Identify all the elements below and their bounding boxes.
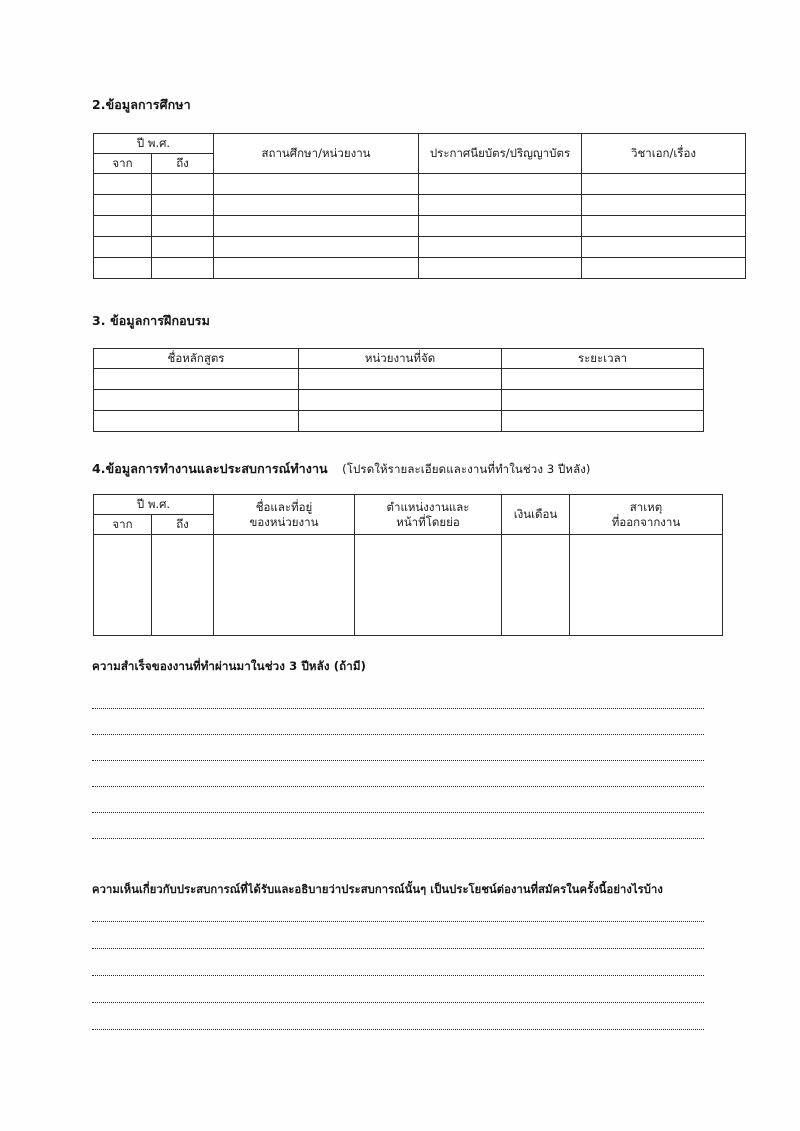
education-cell-major[interactable] [582, 216, 746, 237]
work-col-reason-leaving-line2: ที่ออกจากงาน [611, 514, 681, 529]
training-col-course-name: ชื่อหลักสูตร [94, 349, 299, 369]
achievements-write-line[interactable] [92, 708, 704, 709]
section-heading-work [92, 461, 591, 477]
education-cell-year-from[interactable] [94, 174, 152, 195]
section-heading-experience-opinion: ความเห็นเกี่ยวกับประสบการณ์ที่ได้รับและอธิบายว่าประสบการณ์นั้นๆ เป็นประโยชน์ต่องานที่สมัครในครั้งนี้อย่างไรบ้าง [92, 883, 663, 896]
experience-opinion-write-line[interactable] [92, 948, 704, 949]
education-col-institution: สถานศึกษา/หน่วยงาน [214, 134, 419, 174]
experience-opinion-write-line[interactable] [92, 1029, 704, 1030]
work-cell-year-to[interactable] [152, 535, 214, 636]
education-table-body [94, 174, 746, 279]
table-row[interactable] [94, 258, 746, 279]
education-cell-institution[interactable] [214, 195, 419, 216]
experience-opinion-write-line[interactable] [92, 1002, 704, 1003]
work-table-body [94, 535, 723, 636]
training-cell-course-name[interactable] [94, 411, 299, 432]
education-col-year-to: ถึง [152, 154, 214, 174]
education-col-group-year: ปี พ.ศ. [94, 134, 214, 154]
work-experience-table [93, 494, 723, 636]
training-col-organizer: หน่วยงานที่จัด [299, 349, 502, 369]
work-col-reason-leaving [570, 495, 723, 535]
section-heading-training: 3. ข้อมูลการฝึกอบรม [92, 313, 210, 328]
work-table-head [94, 495, 723, 535]
education-header-row-1 [94, 134, 746, 154]
training-table-body [94, 369, 704, 432]
education-cell-major[interactable] [582, 195, 746, 216]
education-cell-certificate[interactable] [419, 216, 582, 237]
section-heading-work-main: 4.ข้อมูลการทำงานและประสบการณ์ทำงาน [92, 461, 328, 476]
achievements-write-line[interactable] [92, 786, 704, 787]
table-row[interactable] [94, 390, 704, 411]
work-col-org-name-address-line1: ชื่อและที่อยู่ [255, 500, 313, 515]
education-table [93, 133, 746, 279]
section-heading-work-note: (โปรดให้รายละเอียดและงานที่ทำในช่วง 3 ปีหลัง) [342, 462, 591, 476]
education-cell-institution[interactable] [214, 237, 419, 258]
achievements-write-line[interactable] [92, 812, 704, 813]
education-cell-major[interactable] [582, 258, 746, 279]
work-col-group-year: ปี พ.ศ. [94, 495, 214, 515]
work-col-org-name-address-line2: ของหน่วยงาน [249, 514, 319, 529]
work-col-position-duties-line1: ตำแหน่งงานและ [386, 500, 470, 515]
table-row[interactable] [94, 237, 746, 258]
training-cell-organizer[interactable] [299, 411, 502, 432]
education-cell-institution[interactable] [214, 258, 419, 279]
table-row[interactable] [94, 195, 746, 216]
work-col-year-to: ถึง [152, 515, 214, 535]
training-table [93, 348, 704, 432]
education-cell-year-to[interactable] [152, 258, 214, 279]
education-cell-certificate[interactable] [419, 174, 582, 195]
education-cell-certificate[interactable] [419, 195, 582, 216]
work-col-salary: เงินเดือน [502, 495, 570, 535]
training-cell-course-name[interactable] [94, 390, 299, 411]
training-cell-course-name[interactable] [94, 369, 299, 390]
education-col-year-from: จาก [94, 154, 152, 174]
training-cell-organizer[interactable] [299, 369, 502, 390]
education-cell-year-to[interactable] [152, 195, 214, 216]
experience-opinion-write-line[interactable] [92, 975, 704, 976]
work-cell-position-duties[interactable] [355, 535, 502, 636]
education-cell-year-from[interactable] [94, 258, 152, 279]
education-cell-year-to[interactable] [152, 216, 214, 237]
education-cell-year-to[interactable] [152, 237, 214, 258]
education-table-head [94, 134, 746, 174]
education-cell-institution[interactable] [214, 174, 419, 195]
education-cell-certificate[interactable] [419, 237, 582, 258]
table-row[interactable] [94, 216, 746, 237]
education-cell-institution[interactable] [214, 216, 419, 237]
work-cell-reason-leaving[interactable] [570, 535, 723, 636]
education-cell-year-from[interactable] [94, 195, 152, 216]
work-header-row-1 [94, 495, 723, 515]
training-col-duration: ระยะเวลา [502, 349, 704, 369]
training-cell-duration[interactable] [502, 411, 704, 432]
education-col-certificate: ประกาศนียบัตร/ปริญญาบัตร [419, 134, 582, 174]
work-col-position-duties-line2: หน้าที่โดยย่อ [396, 514, 460, 529]
work-col-reason-leaving-line1: สาเหตุ [629, 500, 663, 515]
education-cell-major[interactable] [582, 237, 746, 258]
achievements-write-line[interactable] [92, 734, 704, 735]
education-cell-major[interactable] [582, 174, 746, 195]
training-cell-organizer[interactable] [299, 390, 502, 411]
work-cell-salary[interactable] [502, 535, 570, 636]
education-cell-certificate[interactable] [419, 258, 582, 279]
table-row[interactable] [94, 411, 704, 432]
education-cell-year-to[interactable] [152, 174, 214, 195]
section-heading-achievements: ความสำเร็จของงานที่ทำผ่านมาในช่วง 3 ปีหลัง (ถ้ามี) [92, 659, 367, 673]
achievements-write-line[interactable] [92, 760, 704, 761]
work-cell-year-from[interactable] [94, 535, 152, 636]
training-table-head [94, 349, 704, 369]
achievements-write-line[interactable] [92, 838, 704, 839]
work-col-org-name-address [214, 495, 355, 535]
work-col-position-duties [355, 495, 502, 535]
training-header-row [94, 349, 704, 369]
table-row[interactable] [94, 369, 704, 390]
education-cell-year-from[interactable] [94, 216, 152, 237]
training-cell-duration[interactable] [502, 369, 704, 390]
table-row[interactable] [94, 174, 746, 195]
experience-opinion-write-line[interactable] [92, 921, 704, 922]
education-col-major: วิชาเอก/เรื่อง [582, 134, 746, 174]
education-cell-year-from[interactable] [94, 237, 152, 258]
table-row[interactable] [94, 535, 723, 636]
training-cell-duration[interactable] [502, 390, 704, 411]
work-cell-org-name-address[interactable] [214, 535, 355, 636]
work-col-year-from: จาก [94, 515, 152, 535]
section-heading-education: 2.ข้อมูลการศึกษา [92, 97, 191, 112]
